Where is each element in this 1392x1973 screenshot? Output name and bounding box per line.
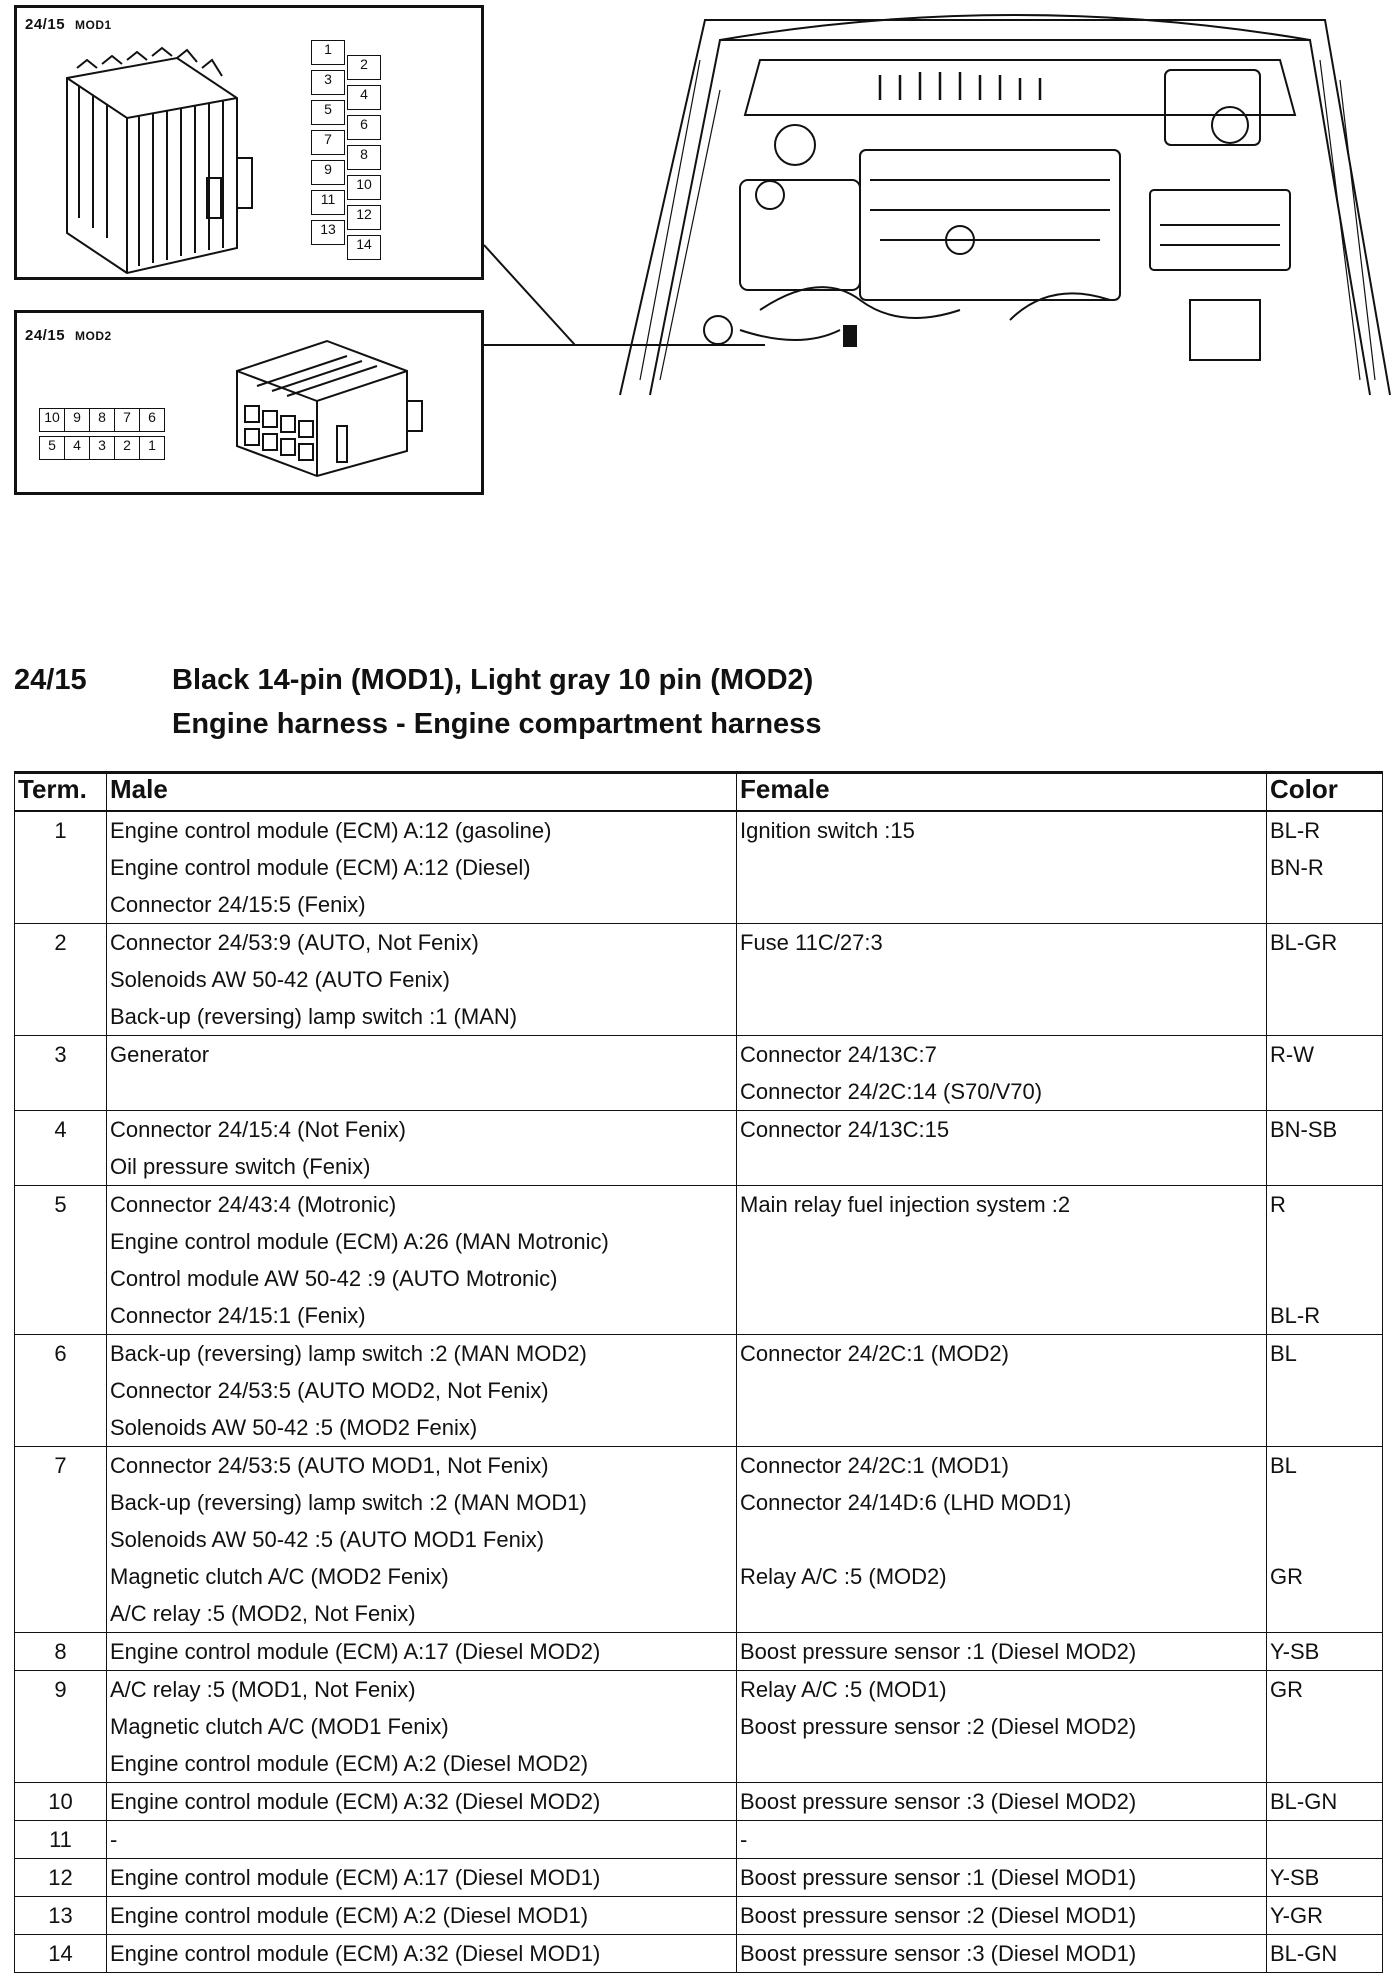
heading-line1: Black 14-pin (MOD1), Light gray 10 pin (MOD2) — [172, 664, 814, 696]
cell-female-line — [740, 1260, 1263, 1297]
cell-female-line — [740, 961, 1263, 998]
cell-term: 1 — [15, 811, 107, 924]
mod2-pin: 1 — [139, 436, 165, 460]
cell-color-line: BL-R — [1270, 818, 1321, 843]
cell-color — [1267, 1859, 1383, 1897]
table-row — [15, 1335, 1383, 1447]
cell-term: 2 — [15, 924, 107, 1036]
cell-term: 5 — [15, 1186, 107, 1335]
cell-male-line: Engine control module (ECM) A:26 (MAN Motronic) — [110, 1229, 609, 1254]
cell-male-line: Generator — [110, 1042, 210, 1067]
cell-female-line: Main relay fuel injection system :2 — [740, 1192, 1071, 1217]
cell-female-line: Connector 24/2C:1 (MOD1) — [740, 1453, 1009, 1478]
mod1-pin: 4 — [347, 85, 381, 110]
mod2-pin: 6 — [139, 408, 165, 432]
cell-color-line: R-W — [1270, 1042, 1314, 1067]
cell-male-line: Connector 24/43:4 (Motronic) — [110, 1192, 397, 1217]
cell-female-line — [740, 849, 1263, 886]
cell-color-line: BL-R — [1270, 1303, 1321, 1328]
cell-female-line — [740, 1372, 1263, 1409]
cell-female-line — [740, 1148, 1263, 1185]
table-row — [15, 924, 1383, 1036]
table-row — [15, 1036, 1383, 1111]
header-male: Male — [107, 773, 737, 812]
cell-male — [107, 1111, 737, 1186]
cell-color-line: GR — [1270, 1677, 1303, 1702]
cell-color-line — [1270, 1484, 1379, 1521]
cell-color — [1267, 1633, 1383, 1671]
cell-color-line — [1270, 1708, 1379, 1745]
cell-female-line: Boost pressure sensor :3 (Diesel MOD2) — [740, 1789, 1137, 1814]
table-row — [15, 1447, 1383, 1633]
mod1-pin: 6 — [347, 115, 381, 140]
cell-male — [107, 1783, 737, 1821]
cell-color-line: BN-R — [1270, 855, 1324, 880]
cell-color — [1267, 1447, 1383, 1633]
cell-female — [737, 1821, 1267, 1859]
cell-female — [737, 1897, 1267, 1935]
mod1-pin: 10 — [347, 175, 381, 200]
terminal-table — [14, 771, 1383, 1973]
cell-male-line: Engine control module (ECM) A:32 (Diesel MOD1) — [110, 1941, 601, 1966]
mod2-label-sub: MOD2 — [75, 329, 112, 343]
cell-color — [1267, 1821, 1383, 1859]
table-row — [15, 1111, 1383, 1186]
cell-male — [107, 1447, 737, 1633]
cell-female — [737, 1671, 1267, 1783]
table-header-row — [15, 773, 1383, 812]
cell-female-line: Connector 24/2C:14 (S70/V70) — [740, 1079, 1043, 1104]
cell-female-line: Boost pressure sensor :2 (Diesel MOD1) — [740, 1903, 1137, 1928]
cell-male-line: Magnetic clutch A/C (MOD1 Fenix) — [110, 1714, 449, 1739]
mod2-pin: 8 — [89, 408, 115, 432]
cell-color-line: BL-GN — [1270, 1789, 1338, 1814]
mod2-pin: 5 — [39, 436, 65, 460]
cell-color — [1267, 1335, 1383, 1447]
cell-female-line: Relay A/C :5 (MOD2) — [740, 1564, 947, 1589]
cell-male-line: Engine control module (ECM) A:12 (Diesel) — [110, 855, 531, 880]
cell-female-line: Relay A/C :5 (MOD1) — [740, 1677, 947, 1702]
cell-female-line: Connector 24/13C:7 — [740, 1042, 937, 1067]
cell-color — [1267, 811, 1383, 924]
cell-female-line: Boost pressure sensor :1 (Diesel MOD1) — [740, 1865, 1137, 1890]
cell-color-line — [1270, 1372, 1379, 1409]
cell-male-line: Connector 24/15:5 (Fenix) — [110, 892, 366, 917]
cell-female-line: Fuse 11C/27:3 — [740, 930, 883, 955]
cell-color-line — [1270, 886, 1379, 923]
cell-color-line — [1270, 961, 1379, 998]
mod1-label-code: 24/15 — [25, 16, 66, 33]
cell-female — [737, 1935, 1267, 1973]
cell-female — [737, 1859, 1267, 1897]
cell-male-line: Connector 24/15:1 (Fenix) — [110, 1303, 366, 1328]
header-term: Term. — [15, 773, 107, 812]
cell-term: 4 — [15, 1111, 107, 1186]
cell-female-line — [740, 1745, 1263, 1782]
cell-color-line: BN-SB — [1270, 1117, 1338, 1142]
cell-male-line: Back-up (reversing) lamp switch :2 (MAN MOD1) — [110, 1490, 587, 1515]
table-row — [15, 1897, 1383, 1935]
cell-male — [107, 1036, 737, 1111]
table-row — [15, 1633, 1383, 1671]
cell-female-line: Boost pressure sensor :1 (Diesel MOD2) — [740, 1639, 1137, 1664]
cell-male — [107, 1935, 737, 1973]
cell-color-line: Y-SB — [1270, 1865, 1320, 1890]
cell-male-line: Connector 24/53:5 (AUTO MOD1, Not Fenix) — [110, 1453, 549, 1478]
table-row — [15, 1186, 1383, 1335]
cell-male — [107, 1859, 737, 1897]
mod2-pin: 2 — [114, 436, 140, 460]
cell-term: 10 — [15, 1783, 107, 1821]
header-female: Female — [737, 773, 1267, 812]
cell-male — [107, 811, 737, 924]
mod1-leader-line — [484, 245, 575, 345]
cell-female-line — [740, 1223, 1263, 1260]
cell-term: 9 — [15, 1671, 107, 1783]
cell-male-line: Engine control module (ECM) A:2 (Diesel MOD1) — [110, 1903, 589, 1928]
cell-female-line: Connector 24/2C:1 (MOD2) — [740, 1341, 1009, 1366]
cell-male — [107, 1335, 737, 1447]
cell-female-line — [740, 998, 1263, 1035]
mod2-pin: 4 — [64, 436, 90, 460]
cell-male-line: Connector 24/53:9 (AUTO, Not Fenix) — [110, 930, 479, 955]
table-row — [15, 1671, 1383, 1783]
cell-male-line: Control module AW 50-42 :9 (AUTO Motronic) — [110, 1266, 558, 1291]
cell-color — [1267, 1186, 1383, 1335]
cell-male-line: Solenoids AW 50-42 (AUTO Fenix) — [110, 967, 450, 992]
cell-term: 13 — [15, 1897, 107, 1935]
cell-color-line: Y-GR — [1270, 1903, 1323, 1928]
cell-male — [107, 1186, 737, 1335]
cell-term: 7 — [15, 1447, 107, 1633]
cell-male-line: Engine control module (ECM) A:17 (Diesel MOD1) — [110, 1865, 601, 1890]
mod1-pin: 8 — [347, 145, 381, 170]
cell-female-line: Ignition switch :15 — [740, 818, 915, 843]
cell-female-line — [740, 1409, 1263, 1446]
mod1-pin: 1 — [311, 40, 345, 65]
cell-female-line: - — [740, 1827, 748, 1852]
mod1-pin: 12 — [347, 205, 381, 230]
heading-line2: Engine harness - Engine compartment harness — [172, 708, 822, 740]
cell-female-line — [740, 1521, 1263, 1558]
table-row — [15, 1821, 1383, 1859]
cell-color-line — [1270, 998, 1379, 1035]
cell-male-line: Back-up (reversing) lamp switch :1 (MAN) — [110, 1004, 518, 1029]
cell-female — [737, 924, 1267, 1036]
cell-color-line: BL-GR — [1270, 930, 1338, 955]
header-color: Color — [1267, 773, 1383, 812]
cell-male-line: Engine control module (ECM) A:32 (Diesel MOD2) — [110, 1789, 601, 1814]
cell-female-line: Connector 24/14D:6 (LHD MOD1) — [740, 1490, 1072, 1515]
table-row — [15, 1859, 1383, 1897]
cell-female — [737, 811, 1267, 924]
cell-color — [1267, 924, 1383, 1036]
cell-male-line: Magnetic clutch A/C (MOD2 Fenix) — [110, 1564, 449, 1589]
table-row — [15, 811, 1383, 924]
cell-female — [737, 1783, 1267, 1821]
mod1-pin: 14 — [347, 235, 381, 260]
cell-color — [1267, 1935, 1383, 1973]
mod2-pin: 7 — [114, 408, 140, 432]
cell-term: 3 — [15, 1036, 107, 1111]
cell-male-line: Solenoids AW 50-42 :5 (AUTO MOD1 Fenix) — [110, 1527, 545, 1552]
mod1-pin: 2 — [347, 55, 381, 80]
mod1-pin: 5 — [311, 100, 345, 125]
cell-female-line: Connector 24/13C:15 — [740, 1117, 950, 1142]
cell-male-line: Connector 24/53:5 (AUTO MOD2, Not Fenix) — [110, 1378, 549, 1403]
cell-color-line — [1270, 1521, 1379, 1558]
cell-color-line — [1270, 1223, 1379, 1260]
cell-term: 11 — [15, 1821, 107, 1859]
mod1-pin: 9 — [311, 160, 345, 185]
table-row — [15, 1783, 1383, 1821]
cell-male-line: Connector 24/15:4 (Not Fenix) — [110, 1117, 406, 1142]
table-body — [15, 811, 1383, 1973]
cell-color-line: R — [1270, 1192, 1286, 1217]
cell-color — [1267, 1671, 1383, 1783]
cell-male-line: - — [110, 1827, 118, 1852]
table-row — [15, 1935, 1383, 1973]
cell-color — [1267, 1783, 1383, 1821]
cell-male-line: Engine control module (ECM) A:2 (Diesel MOD2) — [110, 1751, 589, 1776]
cell-male-line: Engine control module (ECM) A:17 (Diesel MOD2) — [110, 1639, 601, 1664]
cell-male — [107, 924, 737, 1036]
cell-male-line: Back-up (reversing) lamp switch :2 (MAN MOD2) — [110, 1341, 587, 1366]
cell-color-line: Y-SB — [1270, 1639, 1320, 1664]
cell-color-line: GR — [1270, 1564, 1303, 1589]
cell-term: 8 — [15, 1633, 107, 1671]
cell-male — [107, 1821, 737, 1859]
mod2-pin: 10 — [39, 408, 65, 432]
cell-female — [737, 1335, 1267, 1447]
cell-female-line — [740, 1595, 1263, 1632]
cell-female — [737, 1111, 1267, 1186]
cell-color-line — [1270, 1409, 1379, 1446]
cell-female — [737, 1036, 1267, 1111]
cell-male-line: Solenoids AW 50-42 :5 (MOD2 Fenix) — [110, 1415, 478, 1440]
mod2-pin: 3 — [89, 436, 115, 460]
cell-male-line: A/C relay :5 (MOD1, Not Fenix) — [110, 1677, 416, 1702]
cell-color-line — [1270, 1073, 1379, 1110]
cell-term: 12 — [15, 1859, 107, 1897]
cell-female-line — [740, 1297, 1263, 1334]
cell-color-line — [1270, 1595, 1379, 1632]
cell-color-line: BL — [1270, 1341, 1297, 1366]
cell-male — [107, 1633, 737, 1671]
cell-male — [107, 1671, 737, 1783]
cell-female-line: Boost pressure sensor :2 (Diesel MOD2) — [740, 1714, 1137, 1739]
cell-male-line: Engine control module (ECM) A:12 (gasoline) — [110, 818, 552, 843]
mod2-pin: 9 — [64, 408, 90, 432]
cell-term: 14 — [15, 1935, 107, 1973]
mod1-pin: 11 — [311, 190, 345, 215]
cell-color-line — [1270, 1148, 1379, 1185]
cell-male-line: A/C relay :5 (MOD2, Not Fenix) — [110, 1601, 416, 1626]
cell-color-line: BL — [1270, 1453, 1297, 1478]
mod2-label-code: 24/15 — [25, 327, 66, 344]
document-heading — [14, 658, 1384, 746]
cell-female — [737, 1186, 1267, 1335]
cell-color — [1267, 1036, 1383, 1111]
mod1-label-sub: MOD1 — [75, 18, 112, 32]
cell-color-line — [1270, 1821, 1379, 1858]
cell-male — [107, 1897, 737, 1935]
cell-color — [1267, 1897, 1383, 1935]
mod1-pin: 3 — [311, 70, 345, 95]
engine-compartment-illustration — [0, 0, 1392, 400]
cell-color — [1267, 1111, 1383, 1186]
mod1-pin: 13 — [311, 220, 345, 245]
cell-female-line — [740, 886, 1263, 923]
cell-female — [737, 1447, 1267, 1633]
cell-male-line: Oil pressure switch (Fenix) — [110, 1154, 371, 1179]
heading-code: 24/15 — [14, 664, 87, 696]
mod1-pin: 7 — [311, 130, 345, 155]
cell-male-line — [110, 1073, 733, 1110]
cell-female — [737, 1633, 1267, 1671]
cell-term: 6 — [15, 1335, 107, 1447]
cell-color-line — [1270, 1260, 1379, 1297]
cell-female-line: Boost pressure sensor :3 (Diesel MOD1) — [740, 1941, 1137, 1966]
cell-color-line: BL-GN — [1270, 1941, 1338, 1966]
cell-color-line — [1270, 1745, 1379, 1782]
